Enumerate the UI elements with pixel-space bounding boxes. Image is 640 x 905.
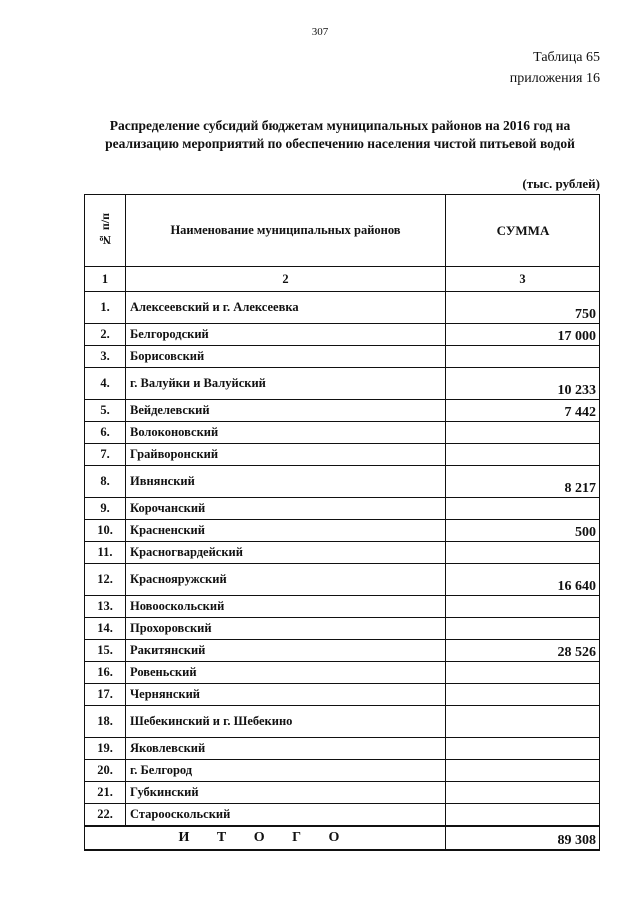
- title-line-1: Распределение субсидий бюджетам муниципальных районов на 2016 год на: [109, 118, 571, 133]
- subsidy-amount: 8 217: [446, 466, 600, 498]
- district-name: Ровеньский: [126, 662, 446, 684]
- column-index-row: [85, 267, 600, 292]
- table-row: [85, 738, 600, 760]
- subsidy-amount: 17 000: [446, 324, 600, 346]
- table-row: [85, 804, 600, 827]
- subsidy-amount: [446, 498, 600, 520]
- table-row: [85, 292, 600, 324]
- row-number: 22.: [85, 804, 126, 827]
- subsidy-amount: [446, 706, 600, 738]
- district-name: г. Валуйки и Валуйский: [126, 368, 446, 400]
- table-row: [85, 618, 600, 640]
- row-number: 21.: [85, 782, 126, 804]
- unit-label: (тыс. рублей): [522, 176, 600, 191]
- district-name: Ракитянский: [126, 640, 446, 662]
- row-number: 14.: [85, 618, 126, 640]
- table-row: [85, 444, 600, 466]
- subsidy-amount: [446, 684, 600, 706]
- row-number: 6.: [85, 422, 126, 444]
- subsidy-amount: 10 233: [446, 368, 600, 400]
- district-name: Губкинский: [126, 782, 446, 804]
- row-number: 15.: [85, 640, 126, 662]
- header-num-text: № п/п: [97, 213, 112, 248]
- col-index-1: 1: [85, 267, 126, 292]
- table-row: [85, 520, 600, 542]
- table-row: [85, 596, 600, 618]
- table-row: [85, 498, 600, 520]
- subsidy-amount: [446, 542, 600, 564]
- subsidy-amount: 28 526: [446, 640, 600, 662]
- table-row: [85, 782, 600, 804]
- district-name: Волоконовский: [126, 422, 446, 444]
- subsidy-amount: [446, 760, 600, 782]
- row-number: 20.: [85, 760, 126, 782]
- col-index-3: 3: [446, 267, 600, 292]
- table-row: [85, 400, 600, 422]
- district-name: Корочанский: [126, 498, 446, 520]
- district-name: Белгородский: [126, 324, 446, 346]
- row-number: 2.: [85, 324, 126, 346]
- header-sum: СУММА: [446, 195, 600, 267]
- header-num: [85, 195, 126, 267]
- table-row: [85, 542, 600, 564]
- document-title: [60, 117, 620, 153]
- subsidy-amount: [446, 596, 600, 618]
- district-name: Борисовский: [126, 346, 446, 368]
- table-row: [85, 346, 600, 368]
- row-number: 19.: [85, 738, 126, 760]
- subsidy-amount: [446, 738, 600, 760]
- district-name: Новооскольский: [126, 596, 446, 618]
- row-number: 16.: [85, 662, 126, 684]
- table-row: [85, 760, 600, 782]
- title-line-2: реализацию мероприятий по обеспечению населения чистой питьевой водой: [105, 136, 575, 151]
- total-label: И Т О Г О: [85, 826, 446, 850]
- district-name: Яковлевский: [126, 738, 446, 760]
- col-index-2: 2: [126, 267, 446, 292]
- table-body: [85, 292, 600, 827]
- row-number: 9.: [85, 498, 126, 520]
- district-name: Грайворонский: [126, 444, 446, 466]
- subsidy-amount: [446, 662, 600, 684]
- subsidy-amount: 750: [446, 292, 600, 324]
- district-name: Чернянский: [126, 684, 446, 706]
- subsidy-amount: 16 640: [446, 564, 600, 596]
- header-name: Наименование муниципальных районов: [126, 195, 446, 267]
- table-row: [85, 662, 600, 684]
- district-name: Вейделевский: [126, 400, 446, 422]
- row-number: 4.: [85, 368, 126, 400]
- row-number: 3.: [85, 346, 126, 368]
- subsidy-amount: [446, 444, 600, 466]
- total-sum: 89 308: [446, 826, 600, 850]
- table-row: [85, 422, 600, 444]
- header-row: [85, 195, 600, 267]
- subsidy-amount: [446, 618, 600, 640]
- district-name: Краснояружский: [126, 564, 446, 596]
- table-number: Таблица 65: [533, 50, 600, 65]
- district-name: Красногвардейский: [126, 542, 446, 564]
- row-number: 12.: [85, 564, 126, 596]
- subsidy-amount: [446, 422, 600, 444]
- subsidy-amount: 7 442: [446, 400, 600, 422]
- row-number: 11.: [85, 542, 126, 564]
- table-row: [85, 564, 600, 596]
- subsidy-amount: [446, 346, 600, 368]
- table-row: [85, 466, 600, 498]
- total-row: [85, 826, 600, 850]
- table-row: [85, 324, 600, 346]
- row-number: 5.: [85, 400, 126, 422]
- subsidy-amount: 500: [446, 520, 600, 542]
- table-row: [85, 640, 600, 662]
- subsidy-amount: [446, 804, 600, 827]
- table-reference: [510, 47, 600, 89]
- row-number: 1.: [85, 292, 126, 324]
- row-number: 7.: [85, 444, 126, 466]
- district-name: Прохоровский: [126, 618, 446, 640]
- district-name: Шебекинский и г. Шебекино: [126, 706, 446, 738]
- row-number: 8.: [85, 466, 126, 498]
- table-row: [85, 706, 600, 738]
- table-row: [85, 684, 600, 706]
- row-number: 18.: [85, 706, 126, 738]
- row-number: 13.: [85, 596, 126, 618]
- district-name: г. Белгород: [126, 760, 446, 782]
- table-row: [85, 368, 600, 400]
- district-name: Ивнянский: [126, 466, 446, 498]
- row-number: 10.: [85, 520, 126, 542]
- subsidy-table: [84, 194, 600, 851]
- district-name: Алексеевский и г. Алексеевка: [126, 292, 446, 324]
- subsidy-amount: [446, 782, 600, 804]
- row-number: 17.: [85, 684, 126, 706]
- page-number: 307: [311, 26, 329, 38]
- district-name: Красненский: [126, 520, 446, 542]
- district-name: Старооскольский: [126, 804, 446, 827]
- appendix-number: приложения 16: [509, 71, 600, 86]
